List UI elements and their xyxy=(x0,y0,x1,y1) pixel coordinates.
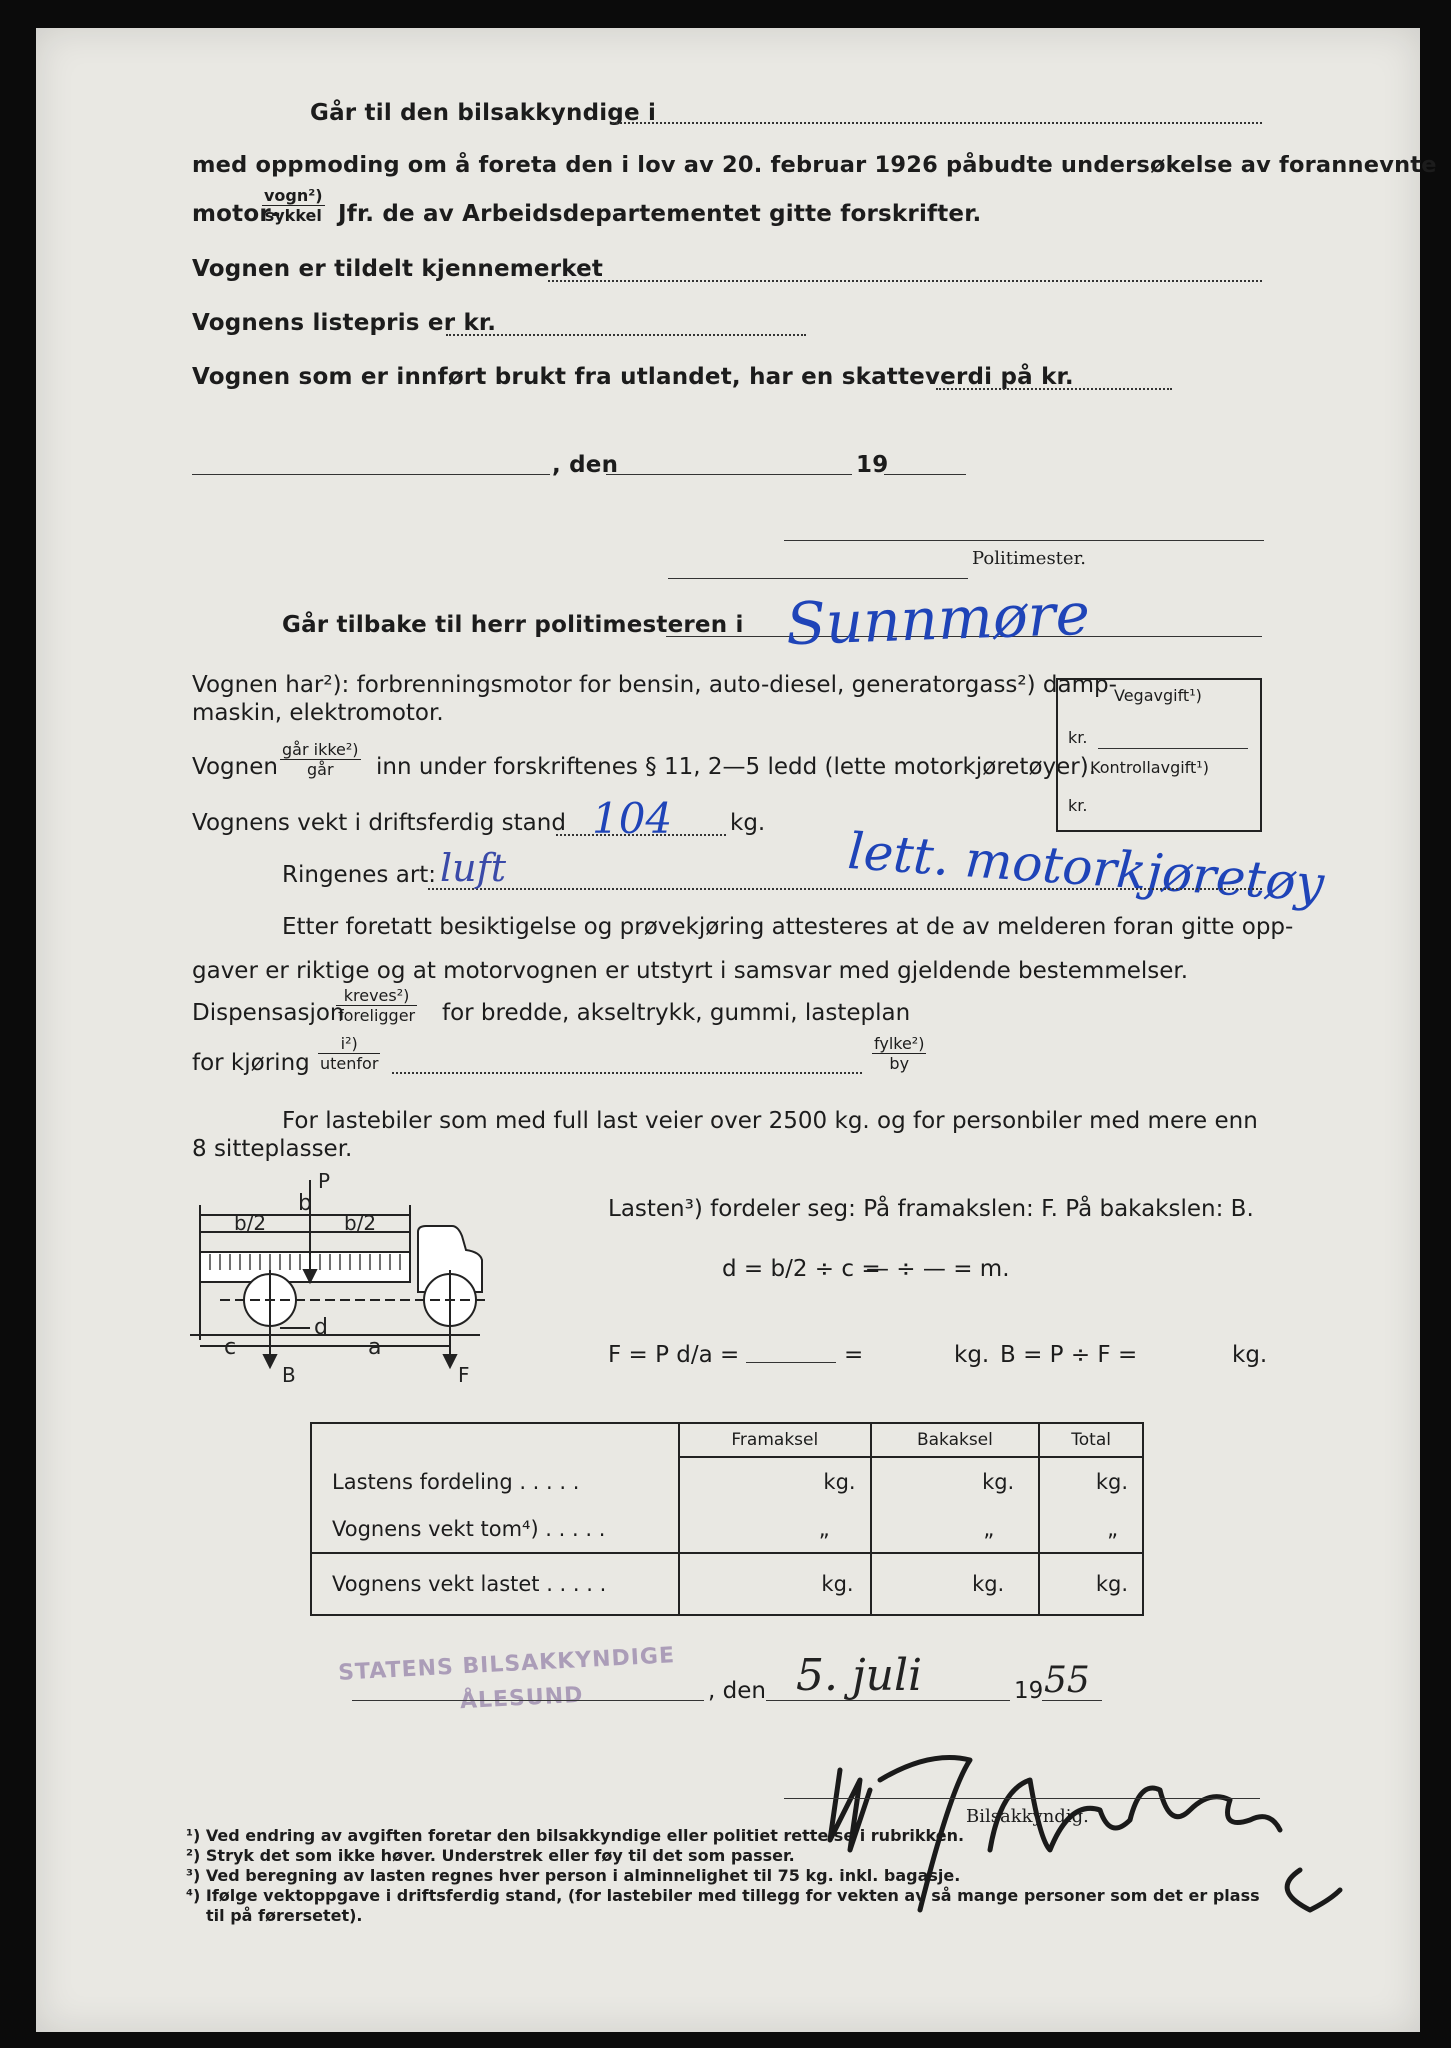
driving-prefix: for kjøring xyxy=(192,1050,310,1076)
politimester-label: Politimester. xyxy=(972,548,1086,569)
fraction-top: går ikke²) xyxy=(282,740,359,759)
fraction-bottom: går xyxy=(306,760,334,779)
bleed-through-title xyxy=(1100,320,1113,369)
cell-bakaksel[interactable]: kg. xyxy=(871,1457,1040,1506)
intro-line1-field[interactable] xyxy=(612,122,1262,124)
cell-total[interactable]: kg. xyxy=(1039,1457,1143,1506)
axle-load-diagram xyxy=(190,1170,610,1400)
engine-line2: maskin, elektromotor. xyxy=(192,700,444,726)
intro-line2: med oppmoding om å foreta den i lov av 20. februar 1926 påbudte undersøkelse av forannevnte xyxy=(192,152,1437,178)
vegavgift-kr: kr. xyxy=(1068,728,1088,747)
label-b2-right: b/2 xyxy=(344,1211,377,1235)
cell-bakaksel[interactable]: „ xyxy=(871,1506,1040,1553)
fraction-bottom: sykkel xyxy=(264,206,322,225)
footnote-2: ²) Stryk det som ikke høver. Understrek eller føy til det som passer. xyxy=(186,1846,795,1865)
header-framaksel: Framaksel xyxy=(679,1423,871,1457)
weight-label: Vognens vekt i driftsferdig stand xyxy=(192,810,566,836)
fraction-bottom: by xyxy=(889,1054,910,1073)
date2-year-handwritten: 55 xyxy=(1044,1660,1090,1701)
attest-line1: Etter foretatt besiktigelse og prøvekjøring attesteres at de av melderen foran gitte opp- xyxy=(282,914,1294,940)
driving-fraction xyxy=(318,1034,380,1073)
weight-unit: kg. xyxy=(730,810,766,836)
label-b2-left: b/2 xyxy=(234,1211,267,1235)
row-label: Vognens vekt tom⁴) . . . . . xyxy=(332,1517,606,1542)
table-row xyxy=(311,1457,1143,1506)
date2-den: , den xyxy=(708,1678,766,1704)
official-stamp-line1: STATENS BILSAKKYNDIGE xyxy=(337,1643,676,1686)
table-row xyxy=(311,1553,1143,1615)
header-total: Total xyxy=(1039,1423,1143,1457)
footnote-3: ³) Ved beregning av lasten regnes hver person i alminnelighet til 75 kg. inkl. bagasje. xyxy=(186,1866,961,1885)
cell-total[interactable]: kg. xyxy=(1039,1553,1143,1615)
fraction-bottom: utenfor xyxy=(320,1054,379,1073)
truck-cargo-bed xyxy=(200,1252,410,1282)
cell-bakaksel[interactable]: kg. xyxy=(871,1553,1040,1615)
place-field-1[interactable] xyxy=(192,474,550,475)
f-formula: F = P d/a = xyxy=(608,1342,740,1368)
cell-framaksel[interactable]: kg. xyxy=(679,1457,871,1506)
county-fraction xyxy=(872,1034,926,1073)
fraction-top: kreves²) xyxy=(336,986,417,1006)
police-stamp-line xyxy=(668,578,968,579)
load-distribution-text: Lasten³) fordeler seg: På framakslen: F. På bakakslen: B. xyxy=(608,1196,1254,1222)
table-row xyxy=(311,1506,1143,1553)
cell-total[interactable]: „ xyxy=(1039,1506,1143,1553)
label-b-axle: B xyxy=(282,1363,296,1387)
label-p: P xyxy=(318,1170,331,1193)
engine-line1: Vognen har²): forbrenningsmotor for bensin, auto-diesel, generatorgass²) damp- xyxy=(192,672,1117,698)
fraction-top: i²) xyxy=(318,1034,380,1054)
table-corner xyxy=(311,1423,679,1457)
intro-vehicle-fraction xyxy=(262,186,325,225)
tyres-handwritten: luft xyxy=(440,846,506,890)
lorry-line1: For lastebiler som med full last veier over 2500 kg. og for personbiler med mere enn xyxy=(282,1108,1258,1134)
class-suffix: inn under forskriftenes § 11, 2—5 ledd (lette motorkjøretøyer). xyxy=(376,754,1097,780)
dispensation-fraction xyxy=(336,986,417,1025)
lorry-line2: 8 sitteplasser. xyxy=(192,1136,353,1162)
b-kg: kg. xyxy=(1232,1342,1268,1368)
d-formula-rest: — ÷ — = m. xyxy=(866,1256,1010,1282)
vegavgift-label: Vegavgift¹) xyxy=(1114,686,1202,705)
intro-line3-prefix: motor- xyxy=(192,201,281,227)
class-prefix: Vognen xyxy=(192,754,278,780)
footnote-1: ¹) Ved endring av avgiften foretar den bilsakkyndige eller politiet rettelse i rubrikken. xyxy=(186,1826,965,1845)
attest-line2: gaver er riktige og at motorvognen er utstyrt i samsvar med gjeldende bestemmelser. xyxy=(192,958,1189,984)
import-value-field[interactable] xyxy=(936,388,1172,390)
year-field-1[interactable] xyxy=(884,474,966,475)
date2-year-prefix: 19 xyxy=(1014,1678,1044,1704)
dispensation-prefix: Dispensasjon xyxy=(192,1000,345,1026)
label-f-axle: F xyxy=(458,1363,470,1387)
bilsakkyndig-label: Bilsakkyndig. xyxy=(966,1806,1089,1827)
kontrollavgift-kr: kr. xyxy=(1068,796,1088,815)
place-field-2[interactable] xyxy=(352,1700,704,1701)
official-stamp-line2: ÅLESUND xyxy=(459,1682,585,1715)
cell-framaksel[interactable]: kg. xyxy=(679,1553,871,1615)
f-formula-eq: = xyxy=(844,1342,864,1368)
row-label: Lastens fordeling . . . . . xyxy=(332,1469,580,1494)
d-formula: d = b/2 ÷ c = xyxy=(722,1256,881,1282)
b-formula: B = P ÷ F = xyxy=(1000,1342,1138,1368)
tyres-field[interactable] xyxy=(428,888,1262,890)
intro-line1: Går til den bilsakkyndige i xyxy=(310,100,657,126)
list-price-field[interactable] xyxy=(446,334,806,336)
fraction-top: vogn²) xyxy=(264,186,323,205)
label-b: b xyxy=(298,1191,312,1216)
fraction-bottom: foreligger xyxy=(338,1006,416,1025)
return-label: Går tilbake til herr politimesteren i xyxy=(282,612,744,638)
row-label: Vognens vekt lastet . . . . . xyxy=(332,1572,607,1597)
dispensation-suffix: for bredde, akseltrykk, gummi, lasteplan xyxy=(442,1000,911,1026)
class-fraction xyxy=(280,740,361,779)
list-price-label: Vognens listepris er kr. xyxy=(192,310,497,336)
inspector-signature-line[interactable] xyxy=(784,1798,1260,1799)
vegavgift-field[interactable] xyxy=(1098,748,1248,749)
police-signature-line[interactable] xyxy=(784,540,1264,541)
return-handwritten: Sunnmøre xyxy=(784,579,1091,659)
label-d: d xyxy=(314,1315,328,1340)
intro-line3-suffix: Jfr. de av Arbeidsdepartementet gitte forskrifter. xyxy=(338,201,982,227)
fraction-top: fylke²) xyxy=(874,1034,925,1053)
driving-field[interactable] xyxy=(392,1072,862,1074)
date2-handwritten: 5. juli xyxy=(796,1650,923,1701)
import-value-label: Vognen som er innført brukt fra utlandet, har en skatteverdi på kr. xyxy=(192,364,1074,390)
date1-den: , den xyxy=(552,452,619,478)
weight-handwritten: 104 xyxy=(592,794,673,843)
axle-weight-table xyxy=(310,1422,1144,1616)
label-c: c xyxy=(224,1335,237,1360)
registration-field[interactable] xyxy=(548,280,1262,282)
footnote-5: til på førersetet). xyxy=(206,1906,363,1925)
label-a: a xyxy=(368,1335,382,1360)
tyres-label: Ringenes art: xyxy=(282,862,437,888)
footnote-4: ⁴) Ifølge vektoppgave i driftsferdig stand, (for lastebiler med tillegg for vekten av så mange personer som det er plass xyxy=(186,1886,1260,1905)
cell-framaksel[interactable]: „ xyxy=(679,1506,871,1553)
light-vehicle-note: lett. motorkjøretøy xyxy=(845,822,1326,914)
date-field-1[interactable] xyxy=(606,474,852,475)
registration-label: Vognen er tildelt kjennemerket xyxy=(192,256,604,282)
f-calc-field[interactable] xyxy=(746,1362,836,1363)
kontrollavgift-label: Kontrollavgift¹) xyxy=(1090,758,1209,777)
header-bakaksel: Bakaksel xyxy=(871,1423,1040,1457)
f-kg: kg. xyxy=(954,1342,990,1368)
date1-year: 19 xyxy=(856,452,889,478)
